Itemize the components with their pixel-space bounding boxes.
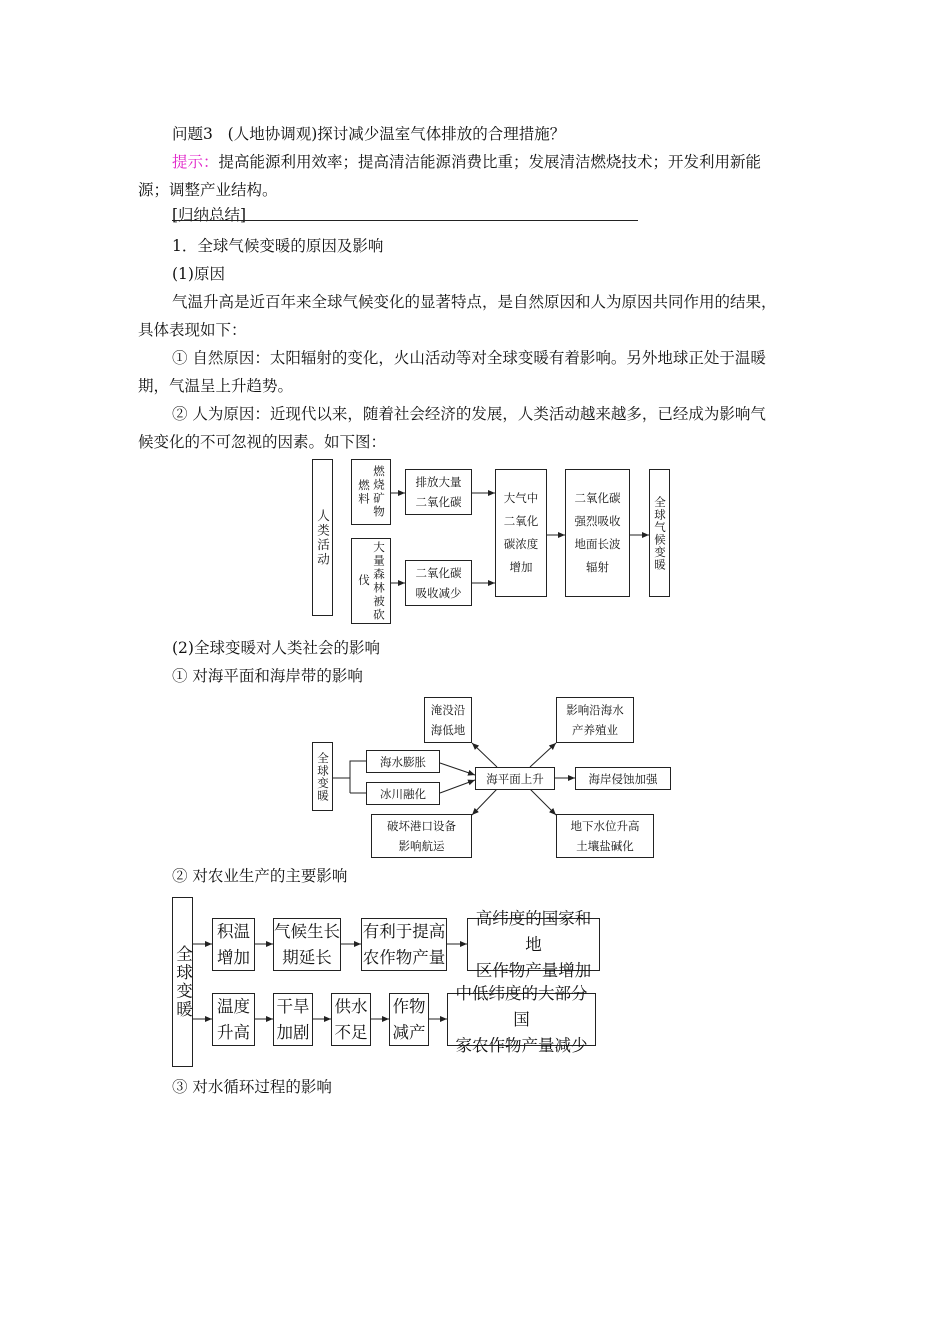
glacier-melt-box: 冰川融化 (366, 782, 440, 805)
summary-heading: [归纳总结] (172, 206, 247, 224)
question-text: (人地协调观)探讨减少温室气体排放的合理措施？ (227, 125, 566, 143)
co2-concentration-line-1: 大气中 (503, 491, 539, 505)
port-damage-line-2: 影响航运 (398, 839, 445, 853)
crop-reduction-line-1: 作物 (392, 996, 426, 1016)
global-warming-box: 全球气候变暖 (649, 469, 670, 597)
human-line-2: 候变化的不可忽视的因素。如下图： (138, 433, 387, 451)
groundwater-line-1: 地下水位升高 (570, 819, 640, 833)
absorb-less-box (405, 560, 472, 606)
co2-concentration-box (495, 469, 547, 597)
crop-reduction-box (389, 993, 429, 1046)
growing-season-line-2: 期延长 (282, 947, 332, 967)
emit-co2-box (405, 469, 472, 515)
temp-rise-line-2: 升高 (217, 1022, 250, 1042)
temp-rise-line-1: 温度 (217, 996, 250, 1016)
groundwater-line-2: 土壤盐碱化 (576, 839, 634, 853)
natural-line-1: ① 自然原因：太阳辐射的变化，火山活动等对全球变暖有着影响。另外地球正处于温暖 (172, 349, 766, 367)
groundwater-box (556, 814, 654, 858)
high-latitude-line-1: 高纬度的国家和地 (475, 908, 592, 954)
impact1-heading: ① 对海平面和海岸带的影响 (172, 667, 363, 685)
longwave-absorb-line-1: 二氧化碳 (574, 491, 621, 505)
longwave-absorb-line-3: 地面长波 (574, 537, 621, 551)
coast-erosion-box: 海岸侵蚀加强 (575, 767, 671, 790)
flood-lowland-box (424, 697, 472, 743)
fossil-fuel-box: 燃烧矿物燃料 (351, 459, 391, 525)
sea-level-rise-box: 海平面上升 (475, 767, 555, 790)
hint-label: 提示： (172, 153, 219, 171)
yield-benefit-box (361, 918, 447, 971)
accumulated-temp-line-1: 积温 (217, 921, 250, 941)
aquaculture-line-1: 影响沿海水 (566, 703, 624, 717)
co2-concentration-line-2: 二氧化 (503, 514, 539, 528)
water-shortage-box (331, 993, 371, 1046)
yield-benefit-line-2: 农作物产量 (362, 947, 446, 967)
drought-box (273, 993, 313, 1046)
low-latitude-line-2: 家农作物产量减少 (455, 1035, 588, 1055)
low-latitude-line-1: 中低纬度的大部分国 (455, 983, 588, 1029)
water-shortage-line-1: 供水 (334, 996, 368, 1016)
high-latitude-line-2: 区作物产量增加 (475, 960, 592, 980)
drought-line-1: 干旱 (276, 996, 310, 1016)
cause-heading: (1)原因 (172, 265, 225, 283)
longwave-absorb-line-2: 强烈吸收 (574, 514, 621, 528)
longwave-absorb-line-4: 辐射 (586, 560, 609, 574)
accumulated-temp-box (212, 918, 255, 971)
impact3-heading: ③ 对水循环过程的影响 (172, 1078, 332, 1096)
natural-line-2: 期，气温呈上升趋势。 (138, 377, 294, 395)
temp-rise-box (212, 993, 255, 1046)
para1-line-2: 具体表现如下： (138, 321, 247, 339)
flood-lowland-line-2: 海低地 (430, 723, 466, 737)
drought-line-2: 加剧 (276, 1022, 310, 1042)
human-activity-box: 人类活动 (312, 459, 333, 616)
flood-lowland-line-1: 淹没沿 (430, 703, 466, 717)
growing-season-box (273, 918, 341, 971)
agri-warming-box: 全球变暖 (172, 897, 193, 1067)
accumulated-temp-line-2: 增加 (217, 947, 250, 967)
aquaculture-line-2: 产养殖业 (572, 723, 618, 737)
water-shortage-line-2: 不足 (334, 1022, 368, 1042)
low-latitude-box (447, 983, 596, 1055)
port-damage-line-1: 破坏港口设备 (387, 819, 456, 833)
hint-line-2: 源；调整产业结构。 (138, 181, 278, 199)
question-label: 问题3 (172, 125, 213, 143)
human-line-1: ② 人为原因：近现代以来，随着社会经济的发展，人类活动越来越多，已经成为影响气 (172, 405, 766, 423)
yield-benefit-line-1: 有利于提高 (362, 921, 446, 941)
longwave-absorb-box (565, 469, 630, 597)
impact2-heading: ② 对农业生产的主要影响 (172, 867, 348, 885)
para1-line-1: 气温升高是近百年来全球气候变化的显著特点，是自然原因和人为原因共同作用的结果， (172, 293, 777, 311)
co2-concentration-line-4: 增加 (509, 560, 533, 574)
hint-text-1: 提高能源利用效率；提高清洁能源消费比重；发展清洁燃烧技术；开发利用新能 (218, 153, 762, 171)
water-expansion-box: 海水膨胀 (366, 750, 440, 773)
impact-heading: (2)全球变暖对人类社会的影响 (172, 639, 380, 657)
port-damage-box (371, 814, 472, 858)
aquaculture-box (556, 697, 634, 743)
emit-co2-line-1: 排放大量 (415, 475, 462, 489)
absorb-less-line-1: 二氧化碳 (415, 566, 462, 580)
section-title: 1．全球气候变暖的原因及影响 (172, 237, 384, 255)
high-latitude-box (467, 908, 600, 980)
sea-warming-box: 全球变暖 (312, 742, 333, 811)
deforestation-box: 大量森林被砍伐 (351, 538, 391, 624)
growing-season-line-1: 气候生长 (274, 921, 340, 941)
co2-concentration-line-3: 碳浓度 (503, 537, 539, 551)
absorb-less-line-2: 吸收减少 (415, 586, 462, 600)
crop-reduction-line-2: 减产 (392, 1022, 426, 1042)
emit-co2-line-2: 二氧化碳 (415, 495, 462, 509)
